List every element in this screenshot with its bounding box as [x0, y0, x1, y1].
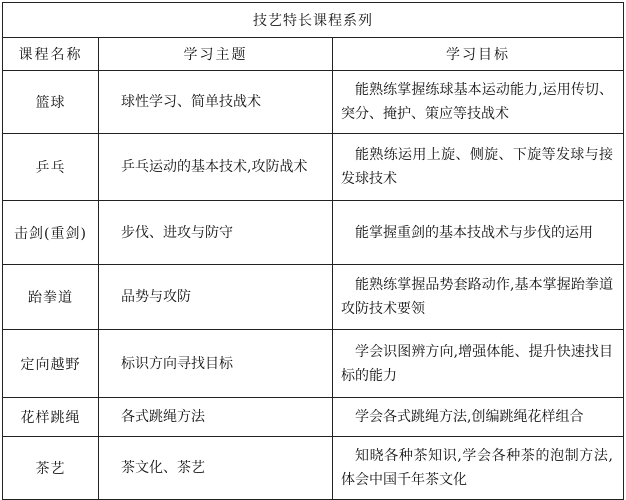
goal-cell: 能掌握重剑的基本技战术与步伐的运用 — [333, 201, 624, 265]
table-row — [3, 71, 624, 134]
header-course-name: 课程名称 — [3, 38, 99, 71]
header-learning-topic: 学习主题 — [99, 38, 333, 71]
course-name-cell: 篮球 — [3, 71, 99, 134]
topic-cell: 各式跳绳方法 — [99, 398, 333, 437]
table-row — [3, 330, 624, 398]
course-name-cell: 茶艺 — [3, 437, 99, 500]
header-learning-goal: 学习目标 — [333, 38, 624, 71]
table-row — [3, 265, 624, 330]
topic-cell: 步伐、进攻与防守 — [99, 201, 333, 265]
topic-cell: 标识方向寻找目标 — [99, 330, 333, 398]
goal-cell: 能熟练掌握练球基本运动能力,运用传切、突分、掩护、策应等技战术 — [333, 71, 624, 134]
course-name-cell: 跆拳道 — [3, 265, 99, 330]
table-row — [3, 134, 624, 201]
title-row — [3, 3, 624, 38]
header-row — [3, 38, 624, 71]
topic-cell: 球性学习、简单技战术 — [99, 71, 333, 134]
topic-cell: 茶文化、茶艺 — [99, 437, 333, 500]
goal-cell: 知晓各种茶知识,学会各种茶的泡制方法,体会中国千年茶文化 — [333, 437, 624, 500]
table-row — [3, 398, 624, 437]
course-name-cell: 花样跳绳 — [3, 398, 99, 437]
course-name-cell: 定向越野 — [3, 330, 99, 398]
goal-cell: 学会识图辨方向,增强体能、提升快速找目标的能力 — [333, 330, 624, 398]
table-title: 技艺特长课程系列 — [3, 3, 624, 38]
goal-cell: 能熟练掌握品势套路动作,基本掌握跆拳道攻防技术要领 — [333, 265, 624, 330]
course-table — [2, 2, 624, 500]
table-row — [3, 201, 624, 265]
goal-cell: 能熟练运用上旋、侧旋、下旋等发球与接发球技术 — [333, 134, 624, 201]
goal-cell: 学会各式跳绳方法,创编跳绳花样组合 — [333, 398, 624, 437]
topic-cell: 品势与攻防 — [99, 265, 333, 330]
course-name-cell: 乒乓 — [3, 134, 99, 201]
topic-cell: 乒乓运动的基本技术,攻防战术 — [99, 134, 333, 201]
table-row — [3, 437, 624, 500]
course-name-cell: 击剑(重剑) — [3, 201, 99, 265]
